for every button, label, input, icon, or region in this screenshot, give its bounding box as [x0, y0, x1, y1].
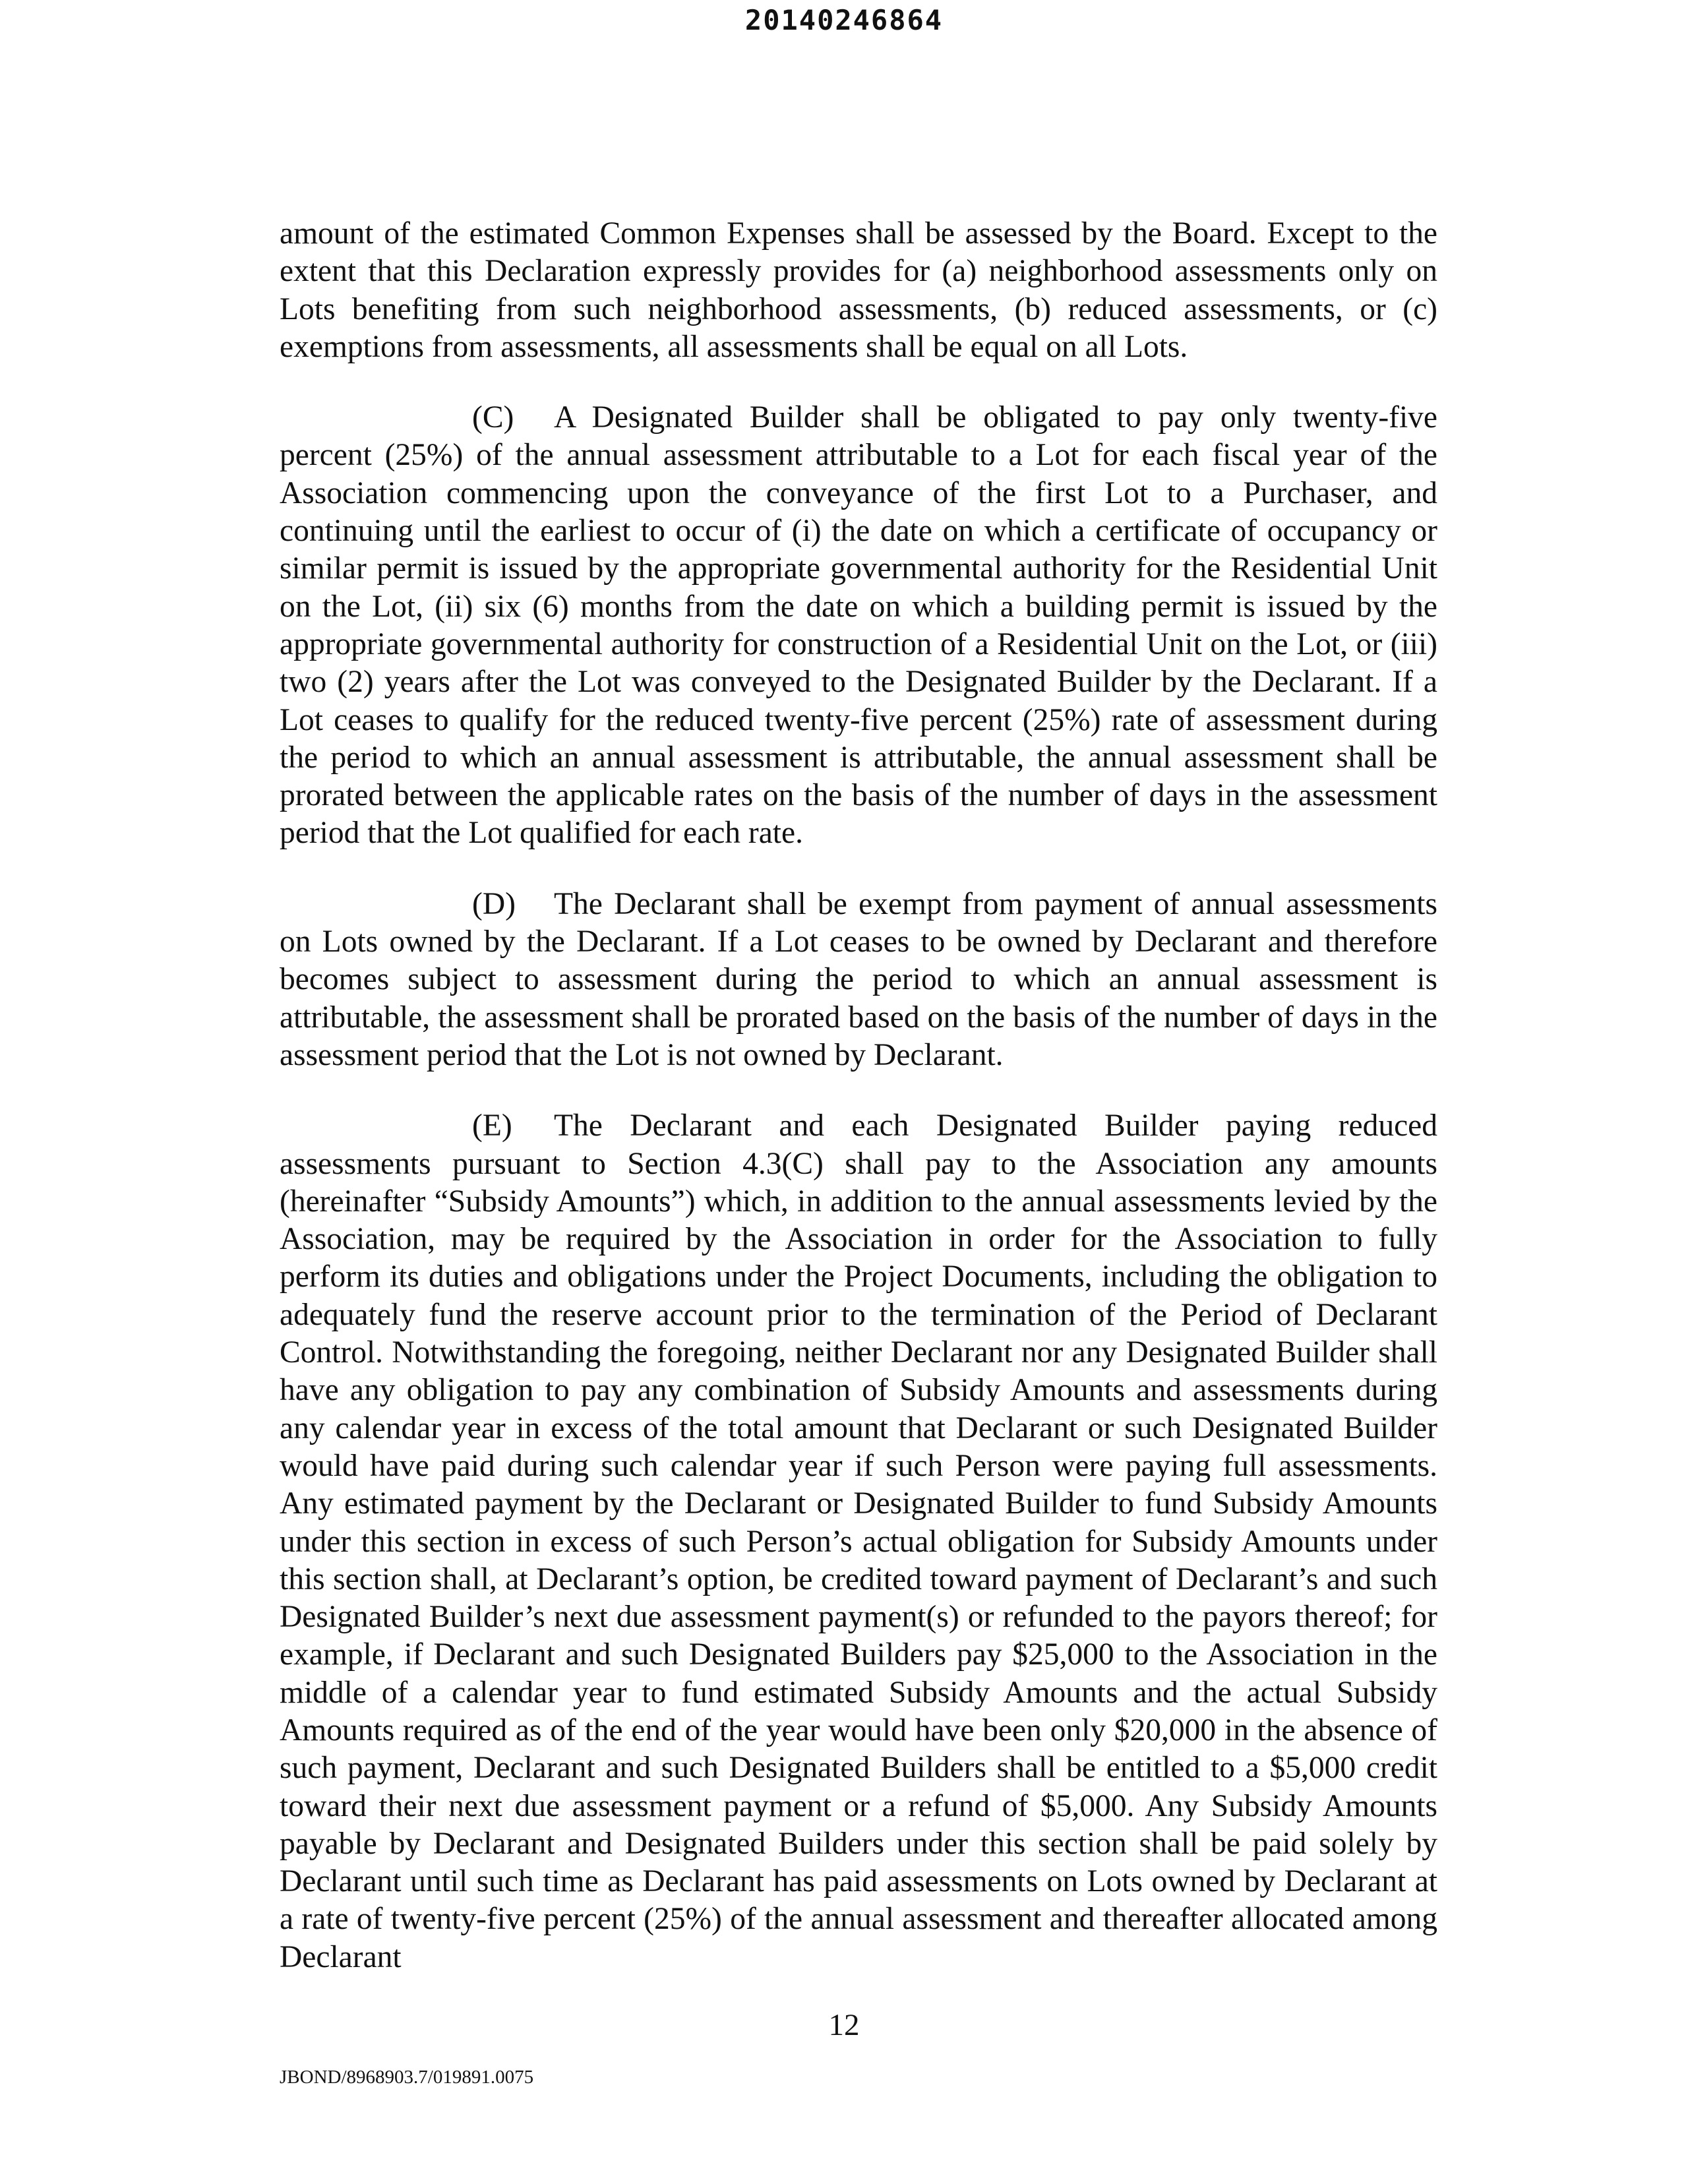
document-body — [280, 215, 1437, 2009]
paragraph-d-marker: (D) — [472, 886, 516, 921]
footer-document-id: JBOND/8968903.7/019891.0075 — [280, 2067, 534, 2088]
paragraph-c-text: A Designated Builder shall be obligated to pay only twenty-five percent (25%) of the annual assessment attributable to a Lot for each fiscal year of the Association commencing upon the conveyance of the first Lot to a Purchaser, and continuing until the earliest to occur of (i) the date on which a certificate of occupancy or similar permit is issued by the appropriate governmental authority for the Residential Unit on the Lot, (ii) six (6) months from the date on which a building permit is issued by the appropriate governmental authority for construction of a Residential Unit on the Lot, or (iii) two (2) years after the Lot was conveyed to the Designated Builder by the Declarant. If a Lot ceases to qualify for the reduced twenty-five percent (25%) rate of assessment during the period to which an annual assessment is attributable, the annual assessment shall be prorated between the applicable rates on the basis of the number of days in the assessment period that the Lot qualified for each rate. — [280, 400, 1437, 851]
paragraph-intro: amount of the estimated Common Expenses shall be assessed by the Board. Except to the extent that this Declaration expressly provides for (a) neighborhood assessments only on Lots benefiting from such neighborhood assessments, (b) reduced assessments, or (c) exemptions from assessments, all assessments shall be equal on all Lots. — [280, 216, 1437, 364]
paragraph-d — [280, 886, 1437, 1074]
paragraph-c-marker: (C) — [472, 400, 514, 435]
paragraph-e-text: The Declarant and each Designated Builder paying reduced assessments pursuant to Section 4.3(C) shall pay to the Association any amounts (hereinafter “Subsidy Amounts”) which, in addition to the annual assessments levied by the Association, may be required by the Association in order for the Association to fully perform its duties and obligations under the Project Documents, including the obligation to adequately fund the reserve account prior to the termination of the Period of Declarant Control. Notwithstanding the foregoing, neither Declarant nor any Designated Builder shall have any obligation to pay any combination of Subsidy Amounts and assessments during any calendar year in excess of the total amount that Declarant or such Designated Builder would have paid during such calendar year if such Person were paying full assessments. Any estimated payment by the Declarant or Designated Builder to fund Subsidy Amounts under this section in excess of such Person’s actual obligation for Subsidy Amounts under this section shall, at Declarant’s option, be credited toward payment of Declarant’s and such Designated Builder’s next due assessment payment(s) or refunded to the payors thereof; for example, if Declarant and such Designated Builders pay $25,000 to the Association in the middle of a calendar year to fund estimated Subsidy Amounts and the actual Subsidy Amounts required as of the end of the year would have been only $20,000 in the absence of such payment, Declarant and such Designated Builders shall be entitled to a $5,000 credit toward their next due assessment payment or a refund of $5,000. Any Subsidy Amounts payable by Declarant and Designated Builders under this section shall be paid solely by Declarant until such time as Declarant has paid assessments on Lots owned by Declarant at a rate of twenty-five percent (25%) of the annual assessment and thereafter allocated among Declarant — [280, 1108, 1437, 1974]
paragraph-d-text: The Declarant shall be exempt from payment of annual assessments on Lots owned by the Declarant. If a Lot ceases to be owned by Declarant and therefore becomes subject to assessment during the period to which an annual assessment is attributable, the assessment shall be prorated based on the basis of the number of days in the assessment period that the Lot is not owned by Declarant. — [280, 886, 1437, 1072]
paragraph-e — [280, 1107, 1437, 1976]
paragraph-c — [280, 399, 1437, 853]
document-number: 20140246864 — [744, 4, 944, 36]
page-number: 12 — [828, 2008, 860, 2042]
paragraph-e-marker: (E) — [472, 1108, 512, 1143]
